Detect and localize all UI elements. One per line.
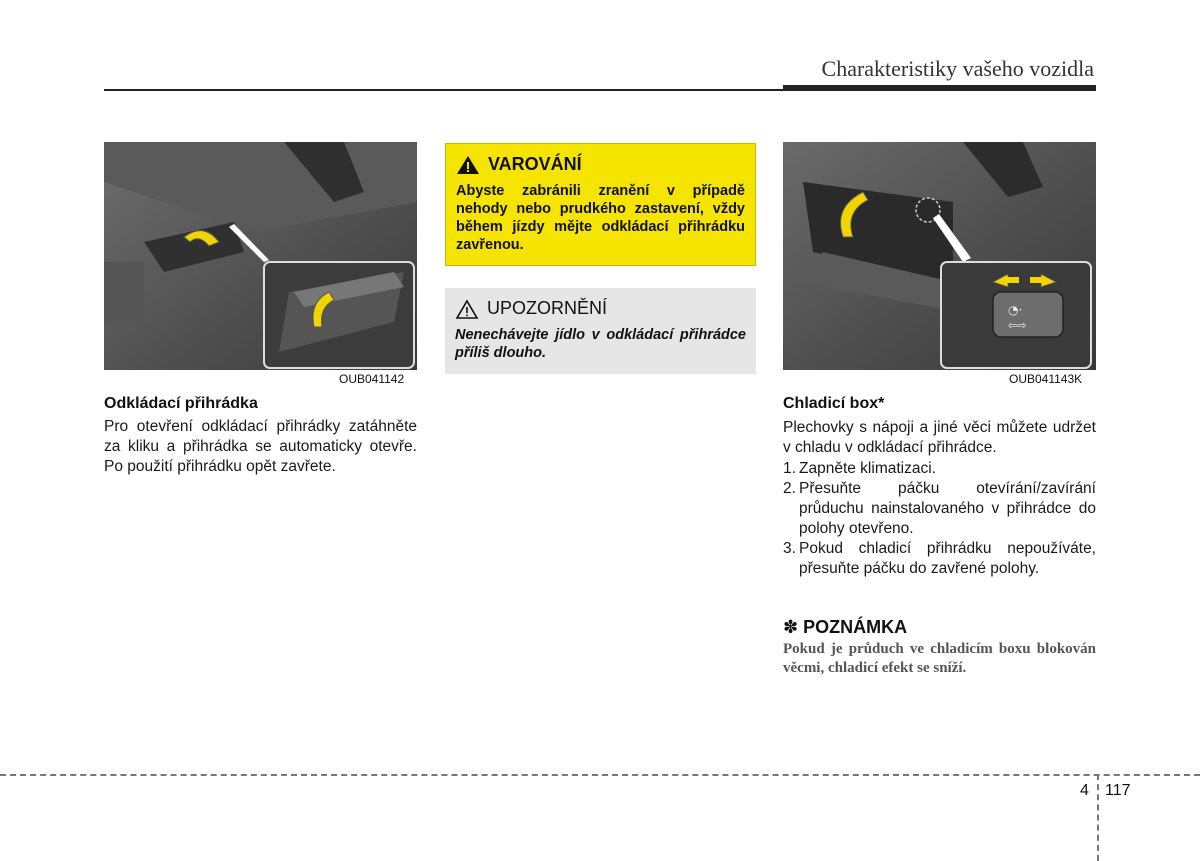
svg-text:◔·: ◔·	[1008, 303, 1023, 317]
glove-box-paragraph: Pro otevření odkládací přihrádky zatáhněte za kliku a přihrádka se automaticky otevře. Po použití přihrádku opět zavřete.	[104, 418, 417, 475]
header-rule	[104, 89, 1096, 91]
warning-triangle-icon	[456, 155, 480, 175]
photo-code: OUB041143K	[1009, 372, 1083, 386]
step-number: 2.	[783, 480, 796, 497]
step-number: 1.	[783, 460, 796, 477]
caution-triangle-icon	[455, 299, 479, 319]
note-asterisk-icon: ✽	[783, 617, 799, 637]
step-number: 3.	[783, 540, 796, 557]
step-text: Pokud chladicí přihrádku nepoužíváte, přesuňte páčku do zavřené polohy.	[799, 540, 1096, 577]
svg-text:⇦⇨: ⇦⇨	[1008, 319, 1027, 332]
step-text: Přesuňte páčku otevírání/zavírání průduchu nainstalovaného v přihrádce do polohy otevřeno.	[799, 480, 1096, 537]
caution-title-text: UPOZORNĚNÍ	[487, 298, 608, 318]
section-heading-cooling-box: Chladicí box*	[783, 395, 885, 412]
caution-title	[455, 298, 607, 319]
list-item	[783, 479, 1096, 539]
cooling-box-steps	[783, 459, 1096, 579]
warning-title	[456, 154, 582, 175]
caution-text: Nenechávejte jídlo v odkládací přihrádce příliš dlouho.	[455, 327, 746, 361]
warning-title-text: VAROVÁNÍ	[488, 154, 582, 174]
chapter-number: 4	[1080, 782, 1089, 799]
warning-text: Abyste zabránili zranění v případě nehody nebo prudkého zastavení, vždy během jízdy mějte odkládací přihrádku zavřenou.	[456, 183, 745, 253]
running-header-title: Charakteristiky vašeho vozidla	[821, 56, 1094, 81]
cooling-box-intro: Plechovky s nápoji a jiné věci můžete udržet v chladu v odkládací přihrádce.	[783, 419, 1096, 456]
cooling-box-photo	[783, 142, 1096, 370]
photo-code: OUB041142	[339, 372, 405, 386]
step-text: Zapněte klimatizaci.	[799, 460, 936, 477]
section-heading-glove-box: Odkládací přihrádka	[104, 395, 258, 412]
list-item	[783, 459, 1096, 479]
footer-rule	[0, 774, 1200, 776]
note-title	[783, 617, 907, 638]
note-title-text: POZNÁMKA	[803, 617, 908, 637]
caution-box	[445, 288, 756, 374]
list-item	[783, 539, 1096, 579]
note-text: Pokud je průduch ve chladicím boxu blokován věcmi, chladicí efekt se sníží.	[783, 641, 1096, 676]
page-number: 117	[1105, 782, 1131, 799]
glove-box-photo	[104, 142, 417, 370]
warning-box	[445, 143, 756, 266]
footer-divider	[1097, 774, 1099, 861]
